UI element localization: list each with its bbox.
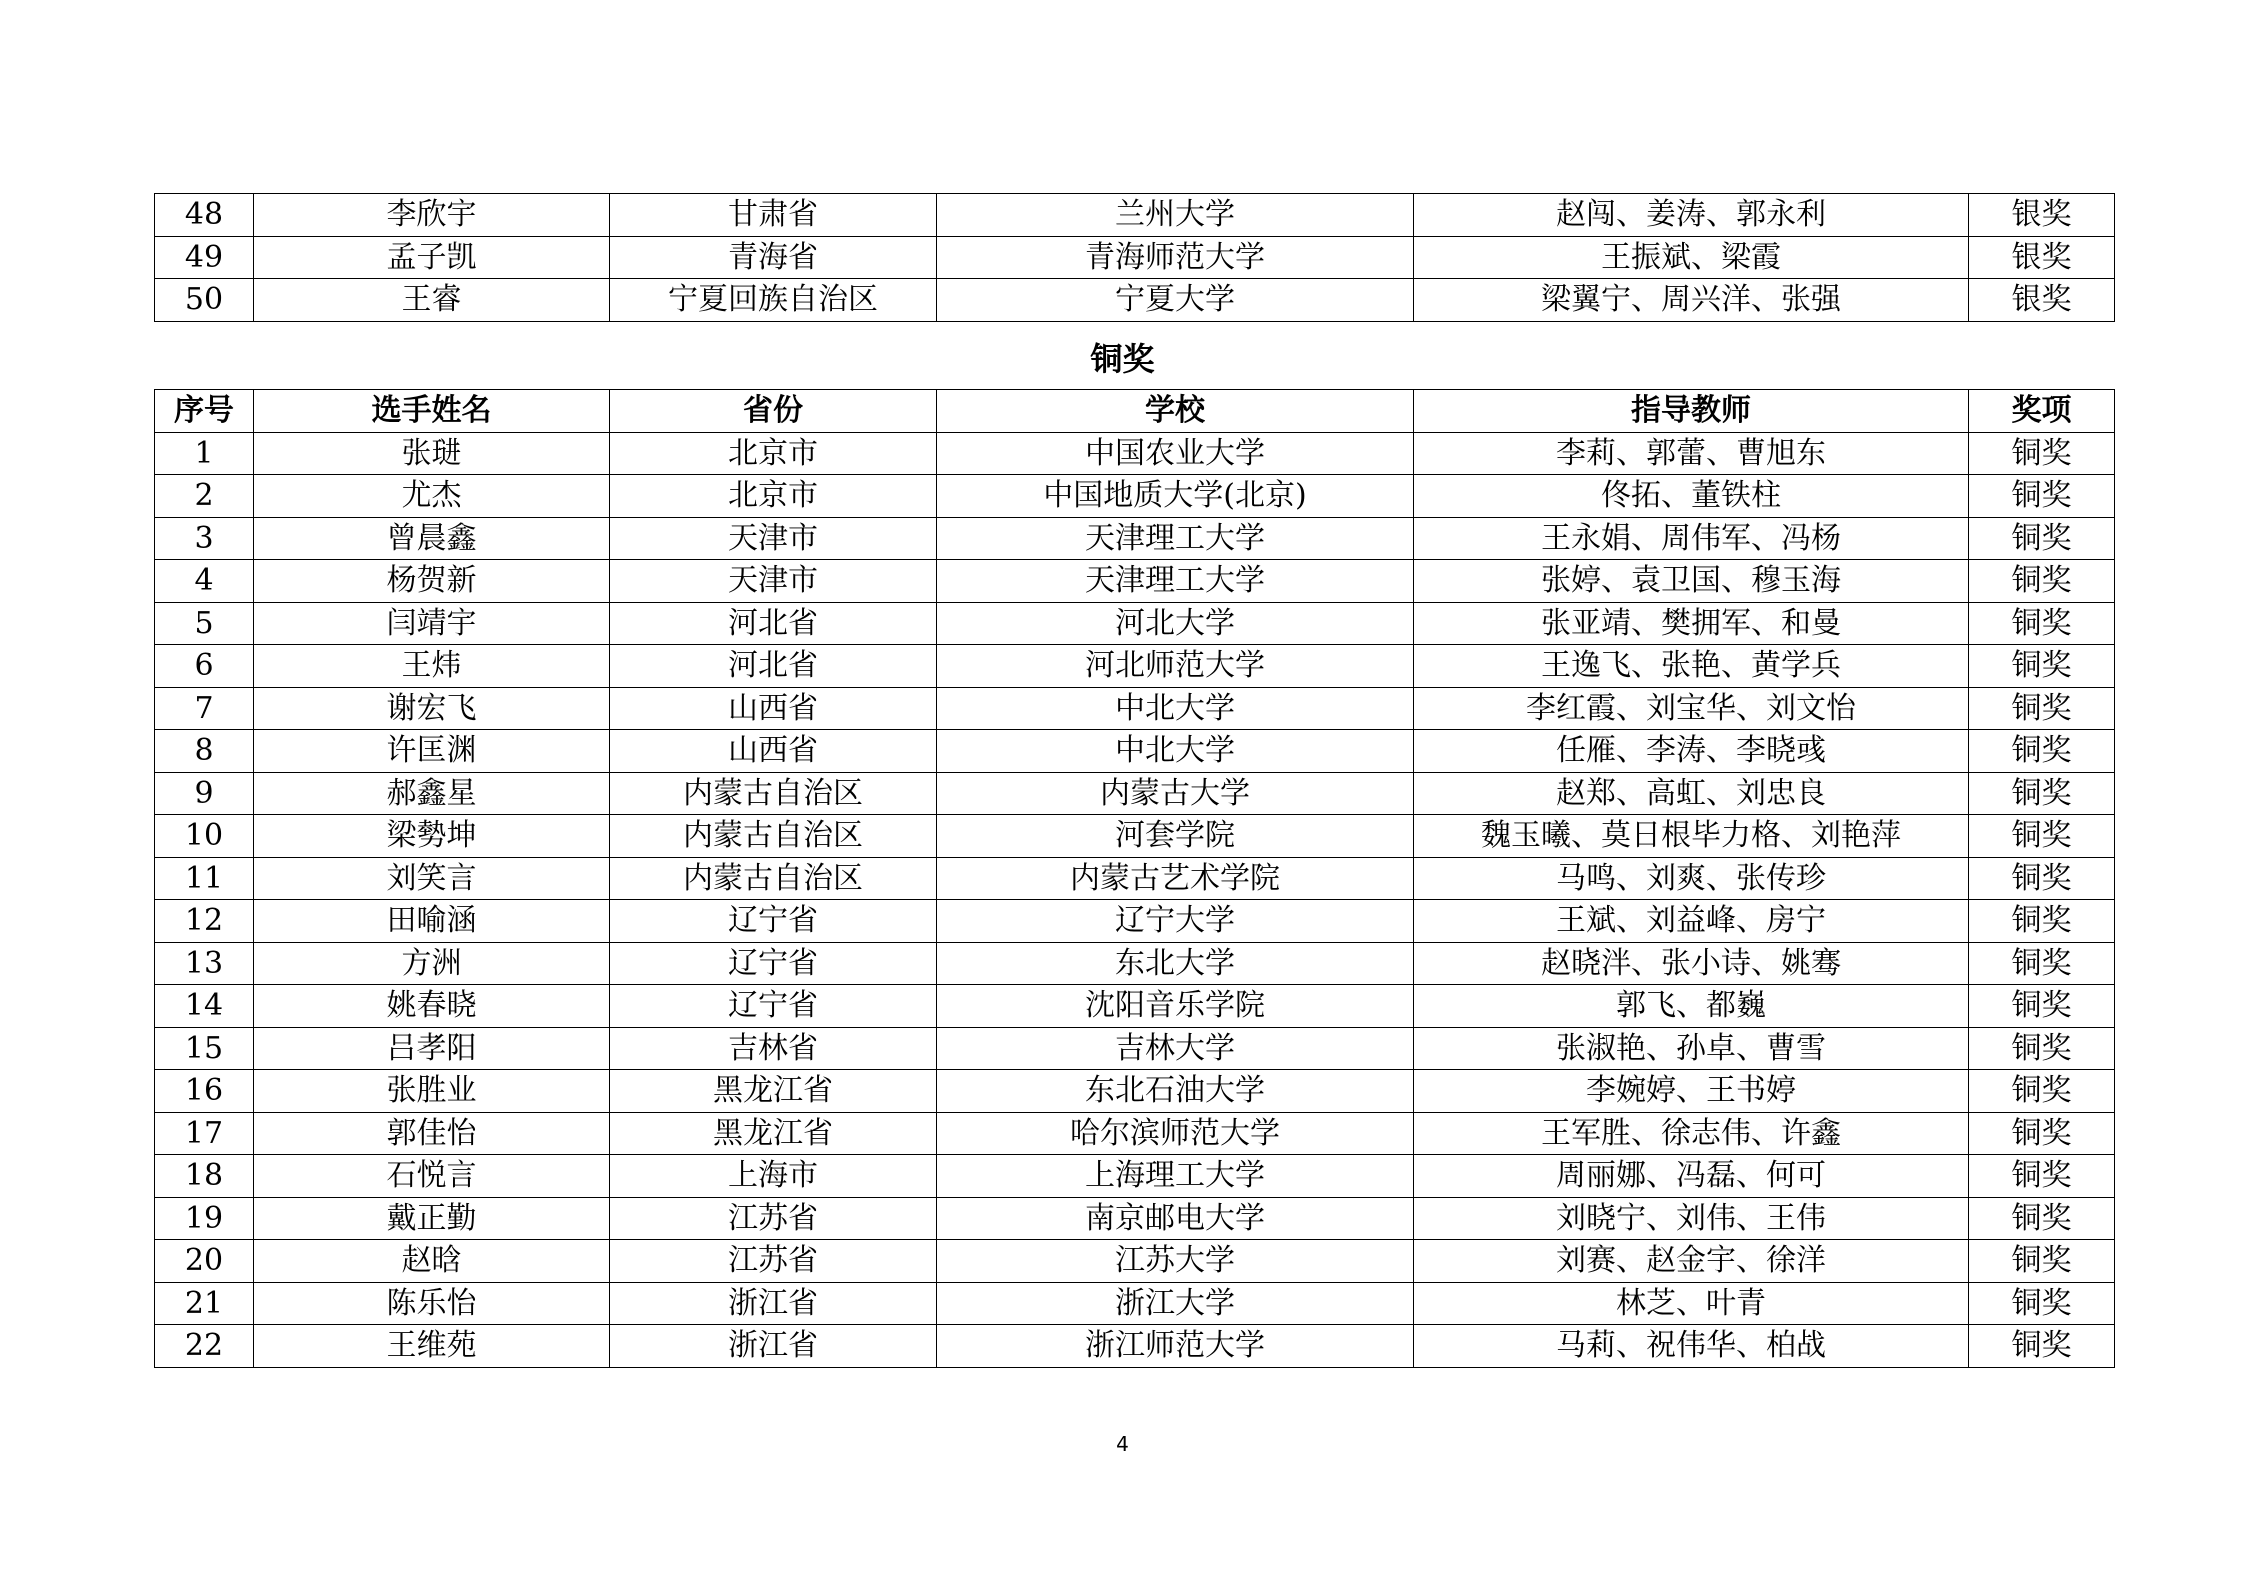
cell-contestant-name: 谢宏飞 [254,687,610,730]
cell-index: 11 [155,857,254,900]
table-row [155,432,2115,475]
table-row [155,560,2115,603]
cell-index: 8 [155,730,254,773]
cell-advisors: 李红霞、刘宝华、刘文怡 [1414,687,1969,730]
cell-province: 山西省 [610,730,937,773]
table-row [155,857,2115,900]
cell-province: 北京市 [610,475,937,518]
cell-school: 哈尔滨师范大学 [937,1112,1414,1155]
cell-advisors: 马鸣、刘爽、张传珍 [1414,857,1969,900]
table-row [155,279,2115,322]
cell-award: 铜奖 [1969,560,2115,603]
cell-award: 铜奖 [1969,1240,2115,1283]
cell-index: 15 [155,1027,254,1070]
cell-index: 6 [155,645,254,688]
cell-school: 青海师范大学 [937,236,1414,279]
cell-award: 铜奖 [1969,1027,2115,1070]
cell-index: 9 [155,772,254,815]
cell-award: 铜奖 [1969,730,2115,773]
cell-school: 河北师范大学 [937,645,1414,688]
cell-province: 浙江省 [610,1325,937,1368]
cell-advisors: 赵晓泮、张小诗、姚骞 [1414,942,1969,985]
cell-contestant-name: 曾晨鑫 [254,517,610,560]
cell-advisors: 刘赛、赵金宇、徐洋 [1414,1240,1969,1283]
cell-award: 铜奖 [1969,1070,2115,1113]
cell-index: 3 [155,517,254,560]
cell-school: 辽宁大学 [937,900,1414,943]
cell-contestant-name: 孟子凯 [254,236,610,279]
cell-contestant-name: 戴正勤 [254,1197,610,1240]
cell-index: 21 [155,1282,254,1325]
cell-school: 江苏大学 [937,1240,1414,1283]
cell-award: 银奖 [1969,236,2115,279]
cell-contestant-name: 姚春晓 [254,985,610,1028]
cell-award: 铜奖 [1969,517,2115,560]
cell-advisors: 刘晓宁、刘伟、王伟 [1414,1197,1969,1240]
cell-school: 兰州大学 [937,194,1414,237]
header-province: 省份 [610,390,937,433]
cell-school: 东北大学 [937,942,1414,985]
table-row [155,730,2115,773]
cell-advisors: 魏玉曦、莫日根毕力格、刘艳萍 [1414,815,1969,858]
cell-index: 2 [155,475,254,518]
cell-index: 49 [155,236,254,279]
cell-school: 内蒙古艺术学院 [937,857,1414,900]
cell-award: 铜奖 [1969,1197,2115,1240]
cell-advisors: 李婉婷、王书婷 [1414,1070,1969,1113]
cell-school: 中国农业大学 [937,432,1414,475]
cell-contestant-name: 赵晗 [254,1240,610,1283]
cell-award: 银奖 [1969,194,2115,237]
cell-advisors: 梁翼宁、周兴洋、张强 [1414,279,1969,322]
cell-province: 江苏省 [610,1240,937,1283]
cell-contestant-name: 杨贺新 [254,560,610,603]
cell-index: 12 [155,900,254,943]
table-row [155,942,2115,985]
bronze-award-table [154,389,2115,1368]
cell-contestant-name: 王维苑 [254,1325,610,1368]
cell-province: 黑龙江省 [610,1112,937,1155]
header-school: 学校 [937,390,1414,433]
cell-contestant-name: 张胜业 [254,1070,610,1113]
cell-province: 内蒙古自治区 [610,772,937,815]
cell-contestant-name: 闫靖宇 [254,602,610,645]
header-advisors: 指导教师 [1414,390,1969,433]
cell-school: 中北大学 [937,687,1414,730]
cell-index: 48 [155,194,254,237]
cell-advisors: 赵郑、高虹、刘忠良 [1414,772,1969,815]
cell-province: 山西省 [610,687,937,730]
cell-province: 河北省 [610,645,937,688]
cell-province: 辽宁省 [610,985,937,1028]
cell-index: 18 [155,1155,254,1198]
cell-advisors: 马莉、祝伟华、柏战 [1414,1325,1969,1368]
cell-contestant-name: 王炜 [254,645,610,688]
cell-province: 甘肃省 [610,194,937,237]
cell-advisors: 张淑艳、孙卓、曹雪 [1414,1027,1969,1070]
cell-province: 天津市 [610,517,937,560]
table-row [155,645,2115,688]
cell-award: 铜奖 [1969,432,2115,475]
cell-contestant-name: 梁勢坤 [254,815,610,858]
cell-index: 13 [155,942,254,985]
cell-advisors: 李莉、郭蕾、曹旭东 [1414,432,1969,475]
table-row [155,687,2115,730]
cell-school: 沈阳音乐学院 [937,985,1414,1028]
cell-contestant-name: 吕孝阳 [254,1027,610,1070]
cell-award: 铜奖 [1969,645,2115,688]
cell-school: 南京邮电大学 [937,1197,1414,1240]
cell-school: 中北大学 [937,730,1414,773]
table-row [155,1240,2115,1283]
cell-province: 吉林省 [610,1027,937,1070]
cell-award: 铜奖 [1969,1282,2115,1325]
cell-contestant-name: 王睿 [254,279,610,322]
cell-province: 内蒙古自治区 [610,815,937,858]
cell-advisors: 王永娟、周伟军、冯杨 [1414,517,1969,560]
table-row [155,815,2115,858]
cell-school: 中国地质大学(北京) [937,475,1414,518]
cell-province: 江苏省 [610,1197,937,1240]
cell-award: 铜奖 [1969,985,2115,1028]
cell-award: 铜奖 [1969,1325,2115,1368]
cell-award: 铜奖 [1969,815,2115,858]
table-row [155,1070,2115,1113]
table-row [155,1112,2115,1155]
cell-school: 宁夏大学 [937,279,1414,322]
cell-award: 铜奖 [1969,1112,2115,1155]
cell-school: 吉林大学 [937,1027,1414,1070]
cell-advisors: 佟拓、董铁柱 [1414,475,1969,518]
cell-advisors: 任雁、李涛、李晓彧 [1414,730,1969,773]
cell-school: 浙江师范大学 [937,1325,1414,1368]
table-row [155,1027,2115,1070]
cell-advisors: 周丽娜、冯磊、何可 [1414,1155,1969,1198]
cell-award: 铜奖 [1969,942,2115,985]
cell-award: 铜奖 [1969,602,2115,645]
cell-index: 5 [155,602,254,645]
cell-province: 黑龙江省 [610,1070,937,1113]
table-row [155,475,2115,518]
cell-index: 4 [155,560,254,603]
cell-contestant-name: 陈乐怡 [254,1282,610,1325]
cell-advisors: 王斌、刘益峰、房宁 [1414,900,1969,943]
cell-award: 铜奖 [1969,900,2115,943]
cell-index: 14 [155,985,254,1028]
cell-school: 东北石油大学 [937,1070,1414,1113]
table-row [155,1325,2115,1368]
page-number: 4 [1116,1432,1129,1456]
cell-award: 铜奖 [1969,475,2115,518]
cell-school: 内蒙古大学 [937,772,1414,815]
cell-contestant-name: 尤杰 [254,475,610,518]
cell-index: 22 [155,1325,254,1368]
table-row [155,1155,2115,1198]
cell-province: 辽宁省 [610,942,937,985]
cell-school: 河套学院 [937,815,1414,858]
cell-advisors: 张亚靖、樊拥军、和曼 [1414,602,1969,645]
cell-advisors: 林芝、叶青 [1414,1282,1969,1325]
cell-province: 浙江省 [610,1282,937,1325]
cell-province: 宁夏回族自治区 [610,279,937,322]
table-row [155,602,2115,645]
cell-contestant-name: 石悦言 [254,1155,610,1198]
cell-school: 天津理工大学 [937,517,1414,560]
cell-province: 内蒙古自治区 [610,857,937,900]
cell-award: 铜奖 [1969,1155,2115,1198]
cell-contestant-name: 郭佳怡 [254,1112,610,1155]
cell-index: 1 [155,432,254,475]
cell-index: 20 [155,1240,254,1283]
bronze-section-title: 铜奖 [1090,340,1155,378]
cell-award: 铜奖 [1969,772,2115,815]
cell-advisors: 王军胜、徐志伟、许鑫 [1414,1112,1969,1155]
cell-province: 天津市 [610,560,937,603]
cell-advisors: 王逸飞、张艳、黄学兵 [1414,645,1969,688]
table-row [155,772,2115,815]
cell-contestant-name: 刘笑言 [254,857,610,900]
cell-school: 河北大学 [937,602,1414,645]
cell-contestant-name: 张琎 [254,432,610,475]
cell-province: 上海市 [610,1155,937,1198]
cell-province: 北京市 [610,432,937,475]
cell-contestant-name: 许匡渊 [254,730,610,773]
cell-province: 河北省 [610,602,937,645]
cell-school: 天津理工大学 [937,560,1414,603]
cell-school: 上海理工大学 [937,1155,1414,1198]
table-row [155,1197,2115,1240]
cell-index: 17 [155,1112,254,1155]
table-row [155,517,2115,560]
table-row [155,194,2115,237]
cell-index: 50 [155,279,254,322]
cell-award: 银奖 [1969,279,2115,322]
cell-index: 16 [155,1070,254,1113]
cell-contestant-name: 方洲 [254,942,610,985]
table-row [155,900,2115,943]
cell-contestant-name: 李欣宇 [254,194,610,237]
header-index: 序号 [155,390,254,433]
cell-award: 铜奖 [1969,687,2115,730]
cell-index: 19 [155,1197,254,1240]
header-award: 奖项 [1969,390,2115,433]
header-contestant-name: 选手姓名 [254,390,610,433]
table-row [155,236,2115,279]
table-row [155,1282,2115,1325]
cell-index: 10 [155,815,254,858]
cell-advisors: 赵闯、姜涛、郭永利 [1414,194,1969,237]
cell-advisors: 王振斌、梁霞 [1414,236,1969,279]
cell-contestant-name: 郝鑫星 [254,772,610,815]
cell-contestant-name: 田喻涵 [254,900,610,943]
table-header-row [155,390,2115,433]
silver-award-table-continued [154,193,2115,322]
cell-award: 铜奖 [1969,857,2115,900]
cell-school: 浙江大学 [937,1282,1414,1325]
cell-advisors: 郭飞、都巍 [1414,985,1969,1028]
cell-advisors: 张婷、袁卫国、穆玉海 [1414,560,1969,603]
cell-province: 青海省 [610,236,937,279]
table-row [155,985,2115,1028]
cell-index: 7 [155,687,254,730]
cell-province: 辽宁省 [610,900,937,943]
